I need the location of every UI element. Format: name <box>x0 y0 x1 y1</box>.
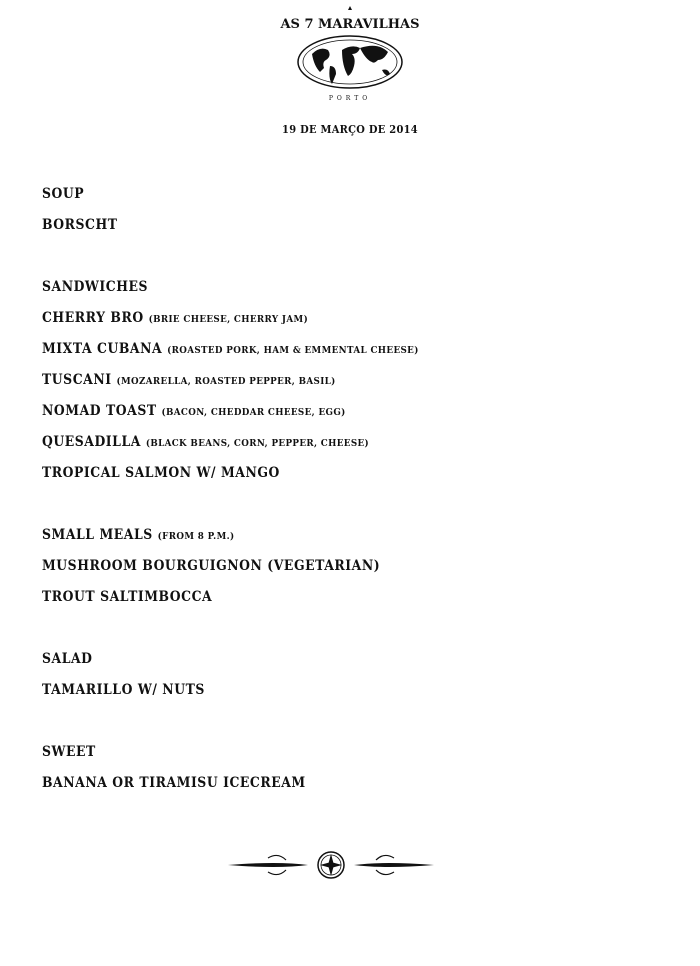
section-title-text: SWEET <box>42 744 96 760</box>
menu-section <box>42 277 662 494</box>
menu-item-name: TAMARILLO W/ NUTS <box>42 682 205 698</box>
menu-item-detail: (ROASTED PORK, HAM & EMMENTAL CHEESE) <box>167 345 419 356</box>
svg-text:AS 7 MARAVILHAS: AS 7 MARAVILHAS <box>280 17 420 32</box>
menu-item <box>42 432 612 463</box>
menu-section <box>42 525 662 618</box>
menu-item-name: TUSCANI <box>42 372 112 388</box>
menu-item <box>42 463 612 494</box>
menu-item-name: BORSCHT <box>42 217 118 233</box>
menu-item <box>42 773 612 804</box>
menu-item <box>42 215 612 246</box>
menu-item <box>42 401 612 432</box>
compass-icon <box>320 854 342 876</box>
menu-item-name: TROUT SALTIMBOCCA <box>42 589 213 605</box>
section-title-text: SANDWICHES <box>42 279 149 295</box>
menu-item <box>42 370 612 401</box>
menu-section <box>42 742 662 804</box>
menu-section <box>42 184 662 246</box>
menu-item-name: MIXTA CUBANA <box>42 341 163 357</box>
menu-item-detail: (MOZARELLA, ROASTED PEPPER, BASIL) <box>116 376 336 387</box>
logo-city: PORTO <box>328 95 372 102</box>
menu-item-detail: (BLACK BEANS, CORN, PEPPER, CHEESE) <box>145 438 370 449</box>
section-title <box>42 649 612 680</box>
section-title <box>42 742 612 773</box>
section-title-text: SALAD <box>42 651 93 667</box>
menu-item <box>42 339 612 370</box>
menu-item-detail: (BACON, CHEDDAR CHEESE, EGG) <box>161 407 346 418</box>
menu-list <box>42 184 662 804</box>
section-title-text: SMALL MEALS <box>42 527 153 543</box>
menu-date: 19 DE MARÇO DE 2014 <box>282 123 418 136</box>
restaurant-logo <box>280 4 420 104</box>
menu-item-name: MUSHROOM BOURGUIGNON (VEGETARIAN) <box>42 558 381 574</box>
menu-item-name: BANANA OR TIRAMISU ICECREAM <box>42 775 306 791</box>
ornament-divider <box>228 848 434 882</box>
menu-section <box>42 649 662 711</box>
menu-item <box>42 308 612 339</box>
menu-item <box>42 680 612 711</box>
menu-item-name: CHERRY BRO <box>42 310 144 326</box>
section-title <box>42 525 612 556</box>
menu-item-detail: (BRIE CHEESE, CHERRY JAM) <box>148 314 309 325</box>
menu-item <box>42 587 612 618</box>
menu-item-name: QUESADILLA <box>42 434 141 450</box>
section-title <box>42 184 612 215</box>
menu-item <box>42 556 612 587</box>
menu-item-name: NOMAD TOAST <box>42 403 157 419</box>
section-title-text: SOUP <box>42 186 85 202</box>
section-title-detail: (FROM 8 P.M.) <box>157 531 235 542</box>
menu-item-name: TROPICAL SALMON W/ MANGO <box>42 465 280 481</box>
section-title <box>42 277 612 308</box>
